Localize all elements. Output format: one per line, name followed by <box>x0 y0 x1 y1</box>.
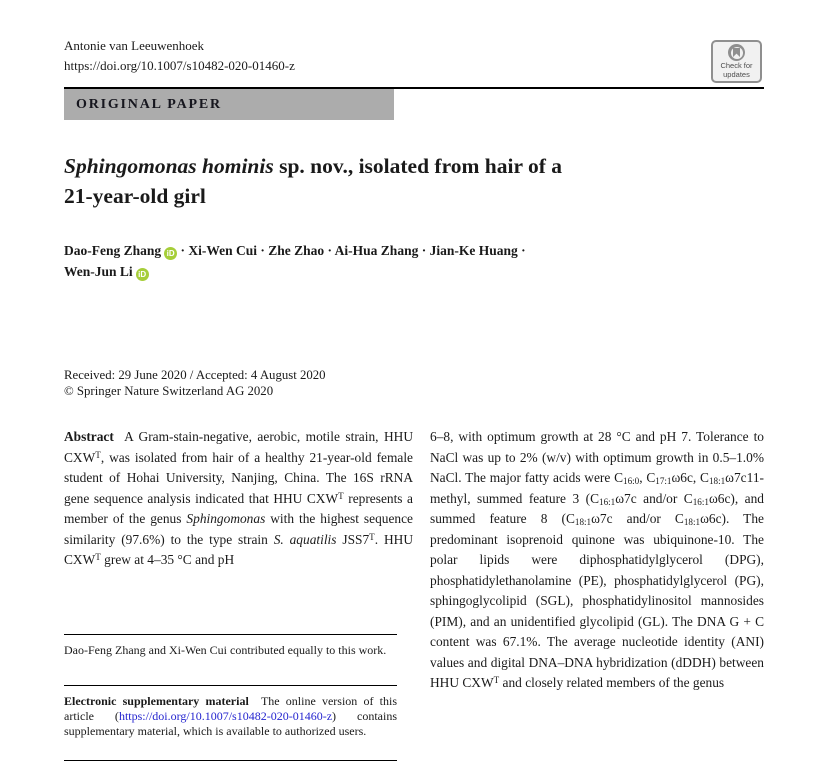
text-run: Sphingomonas hominis <box>64 154 274 178</box>
supplementary-doi-link[interactable]: https://doi.org/10.1007/s10482-020-01460-z <box>118 708 333 723</box>
text-run: 16:0 <box>623 476 640 486</box>
text-run: Abstract <box>64 429 114 444</box>
article-type-label: ORIGINAL PAPER <box>76 97 222 112</box>
crossmark-icon <box>728 44 745 61</box>
text-run: ω7c and/or C <box>591 511 684 526</box>
journal-name: Antonie van Leeuwenhoek <box>64 38 205 53</box>
badge-label-line1: Check for <box>720 61 753 70</box>
text-run: · Xi-Wen Cui · Zhe Zhao · Ai-Hua Zhang · Jian-Ke Huang · <box>177 243 526 258</box>
badge-label-line2: updates <box>723 69 750 79</box>
equal-contribution-note: Dao-Feng Zhang and Xi-Wen Cui contributed equally to this work. <box>64 643 387 657</box>
text-run: with the highest sequence similarity (97.6%) to the type strain <box>64 511 413 547</box>
text-run: ) contains supplementary material, which is available to authorized users. <box>64 708 397 738</box>
abstract-right-column <box>430 427 764 694</box>
text-run: T <box>338 490 344 501</box>
text-run: , was isolated from hair of a healthy 21-year-old female student of Hohai University, Nanjing, China. The 16S rRNA gene sequence analysis indicated that HHU CXW <box>64 449 413 506</box>
text-run: . HHU CXW <box>64 531 413 567</box>
text-run: ω7c and/or C <box>615 490 693 506</box>
orcid-icon[interactable]: iD <box>164 247 177 260</box>
text-run: and closely related members of the genus <box>499 675 725 690</box>
text-run: ω7c11-methyl, summed feature 3 (C <box>430 470 764 506</box>
text-run: JSS7 <box>336 531 370 547</box>
text-run: Dao-Feng Zhang <box>64 243 162 258</box>
copyright-line: © Springer Nature Switzerland AG 2020 <box>64 384 274 398</box>
orcid-icon[interactable]: iD <box>136 268 149 281</box>
journal-header <box>64 36 295 76</box>
text-run: sp. nov., isolated from hair of a <box>273 154 563 178</box>
text-run: grew at 4–35 °C and pH <box>100 552 235 567</box>
text-run: 17:1 <box>655 476 672 486</box>
text-run: T <box>493 675 500 686</box>
author-list-line1 <box>64 240 764 261</box>
text-run: T <box>95 449 101 460</box>
article-title <box>64 151 764 211</box>
text-run: A Gram-stain-negative, aerobic, motile strain, HHU CXW <box>64 429 413 465</box>
article-history <box>64 367 764 399</box>
text-run: 16:1 <box>599 496 616 507</box>
text-run: Wen-Jun Li <box>64 264 133 279</box>
text-run: T <box>369 531 375 542</box>
text-run: ω6c), and summed feature 8 (C <box>430 490 764 526</box>
text-run: T <box>95 552 101 563</box>
author-list <box>64 240 764 282</box>
footnote-divider-middle <box>64 685 397 686</box>
article-title-line2: 21-year-old girl <box>64 184 206 208</box>
text-run: Electronic supplementary material <box>64 694 249 708</box>
text-run: 6–8, with optimum growth at 28 °C and pH 7. Tolerance to NaCl was up to 2% (w/v) with optimum growth in 0.5–1.0% NaCl. The major fatty acids were C <box>430 429 764 485</box>
doi-text: https://doi.org/10.1007/s10482-020-01460-z <box>64 58 295 73</box>
text-run: 18:1 <box>574 517 592 527</box>
text-run: Sphingomonas <box>186 511 266 526</box>
text-run: 16:1 <box>692 496 709 507</box>
text-run: S. aquatilis <box>273 531 337 547</box>
article-type-banner <box>64 89 394 120</box>
supplementary-material-note <box>64 694 397 738</box>
article-title-line1 <box>64 151 764 181</box>
received-accepted-dates: Received: 29 June 2020 / Accepted: 4 August 2020 <box>64 368 326 382</box>
footnote-divider-bottom <box>64 760 397 761</box>
text-run: 18:1 <box>708 476 726 486</box>
check-for-updates-badge[interactable] <box>711 40 762 83</box>
badge-label <box>720 62 752 79</box>
text-run: The online version of this article ( <box>64 694 398 723</box>
author-list-line2 <box>64 261 764 282</box>
banner-row <box>64 87 764 120</box>
footnote-divider-top <box>64 634 397 635</box>
text-run: ω6c). The predominant isoprenoid quinone was ubiquinone-10. The polar lipids were diphosphatidylglycerol (DPG), phosphatidylethanolamine (PE), phosphatidylglycerol (PG), sphingoglycolipid (SGL), phosphatidylinositol mannosides (PIM), and an unidentified glycolipid (GL). The DNA G + C content was 67.1%. The average nucleotide identity (ANI) values and digital DNA–DNA hybridization (dDDH) between HHU CXW <box>430 511 765 690</box>
text-run: , C <box>639 470 656 485</box>
text-run: represents a member of the genus <box>64 490 414 526</box>
text-run: 18:1 <box>683 517 701 527</box>
text-run: ω6c, C <box>671 470 709 485</box>
